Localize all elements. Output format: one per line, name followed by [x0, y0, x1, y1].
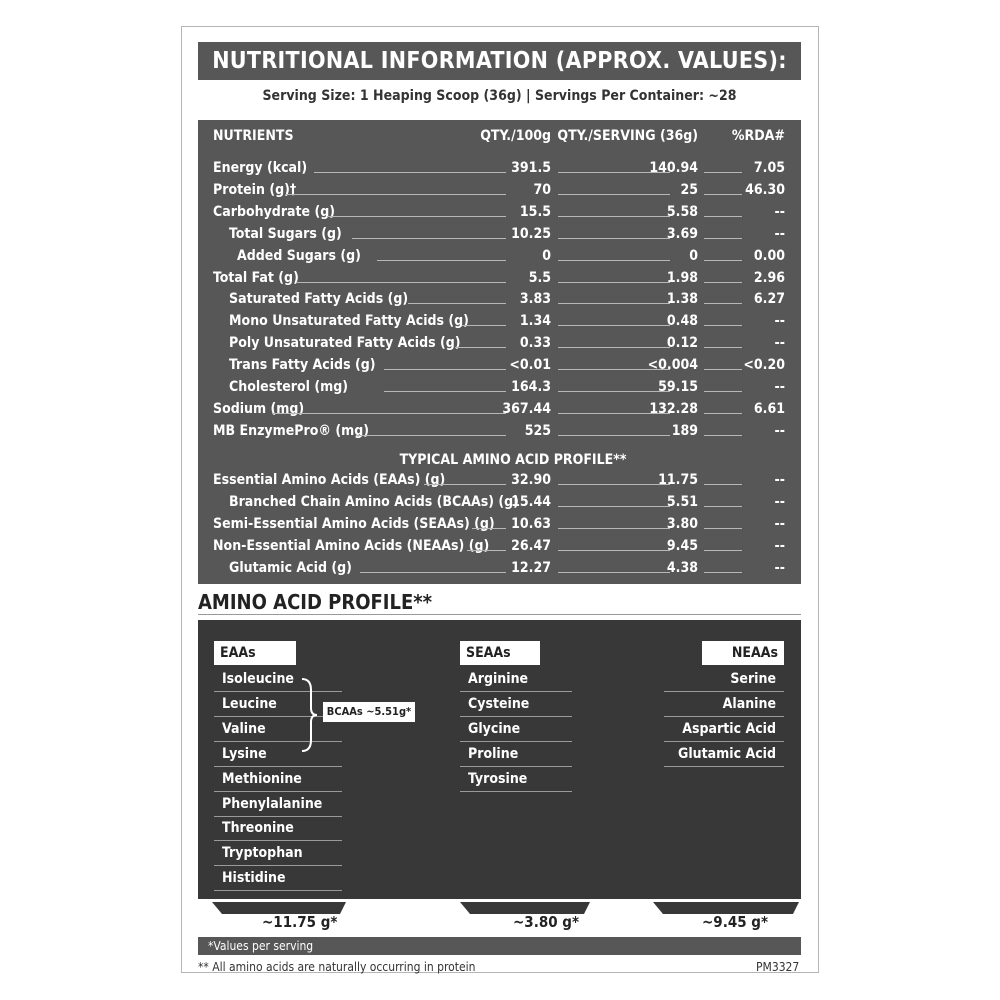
nutrient-name: Saturated Fatty Acids (g) — [229, 291, 409, 308]
leader-line — [467, 550, 506, 551]
leader-line — [704, 194, 742, 195]
table-row — [198, 469, 801, 491]
value-rda: 46.30 — [745, 181, 785, 198]
table-row — [198, 288, 801, 310]
table-row — [198, 513, 801, 535]
nutrient-name: Poly Unsaturated Fatty Acids (g) — [229, 335, 461, 352]
leader-line — [462, 325, 506, 326]
seaas-tag: SEAAs — [460, 641, 540, 665]
nutrient-name: Carbohydrate (g) — [213, 203, 336, 220]
leader-line — [424, 484, 506, 485]
value-per100: 15.5 — [519, 203, 551, 220]
nutrient-name: Mono Unsaturated Fatty Acids (g) — [229, 313, 469, 330]
nutrient-name: Energy (kcal) — [213, 160, 308, 176]
header-per-serving: QTY./SERVING (36g) — [557, 128, 698, 144]
leader-line — [558, 506, 670, 507]
value-per-serving: 140.94 — [649, 160, 698, 176]
amino-acid-item: Aspartic Acid — [664, 717, 784, 742]
leader-line — [377, 260, 506, 261]
table-row — [198, 354, 801, 376]
value-rda: -- — [774, 335, 785, 352]
value-per100: <0.01 — [509, 357, 551, 374]
leader-line — [704, 550, 742, 551]
leader-line — [558, 391, 670, 392]
table-row — [198, 223, 801, 245]
leader-line — [558, 282, 670, 283]
value-rda: -- — [774, 422, 785, 439]
value-per100: 5.5 — [528, 269, 551, 286]
amino-acid-item: Cysteine — [460, 692, 572, 717]
table-row — [198, 332, 801, 354]
table-row — [198, 310, 801, 332]
table-row — [198, 179, 801, 201]
table-header — [198, 125, 801, 147]
leader-line — [704, 325, 742, 326]
leader-line — [558, 260, 670, 261]
value-per100: 0 — [542, 247, 551, 264]
value-rda: -- — [774, 379, 785, 395]
amino-acid-item: Valine — [214, 717, 342, 742]
value-per-serving: 132.28 — [649, 400, 698, 417]
amino-acid-item: Methionine — [214, 767, 342, 792]
amino-acid-item: Alanine — [664, 692, 784, 717]
amino-acid-item: Lysine — [214, 742, 342, 767]
leader-line — [558, 303, 670, 304]
leader-line — [558, 238, 670, 239]
value-per100: 10.25 — [511, 225, 551, 242]
value-rda: -- — [774, 472, 785, 488]
value-per-serving: 5.51 — [666, 493, 698, 510]
leader-line — [704, 238, 742, 239]
amino-footnote: ** All amino acids are naturally occurring in protein — [198, 960, 476, 974]
eaas-total: ~11.75 g* — [262, 913, 338, 931]
value-rda: -- — [774, 515, 785, 532]
amino-subheading: TYPICAL AMINO ACID PROFILE** — [399, 452, 627, 468]
leader-line — [558, 194, 670, 195]
value-rda: -- — [774, 537, 785, 554]
value-per100: 26.47 — [511, 537, 551, 554]
amino-acid-item: Leucine — [214, 692, 342, 717]
value-rda: <0.20 — [743, 357, 785, 374]
value-rda: 6.61 — [753, 400, 785, 417]
value-per100: 391.5 — [511, 160, 551, 176]
value-per-serving: 9.45 — [666, 537, 698, 554]
value-per100: 15.44 — [511, 493, 551, 510]
amino-acid-item: Histidine — [214, 866, 342, 891]
value-per-serving: 4.38 — [666, 559, 698, 576]
leader-line — [704, 413, 742, 414]
nutrient-name: Glutamic Acid (g) — [229, 559, 352, 576]
leader-line — [558, 347, 670, 348]
value-per100: 525 — [524, 422, 551, 439]
value-rda: -- — [774, 559, 785, 576]
leader-line — [704, 484, 742, 485]
nutrition-table — [198, 120, 801, 584]
leader-line — [384, 391, 506, 392]
amino-profile-panel — [198, 620, 801, 899]
leader-line — [704, 172, 742, 173]
amino-acid-item: Tryptophan — [214, 841, 342, 866]
amino-acid-item: Proline — [460, 742, 572, 767]
leader-line — [356, 435, 506, 436]
table-row — [198, 557, 801, 579]
value-rda: 0.00 — [753, 247, 785, 264]
nutrition-title: NUTRITIONAL INFORMATION (APPROX. VALUES): — [198, 42, 801, 80]
section-divider — [198, 614, 801, 615]
leader-line — [558, 528, 670, 529]
leader-line — [314, 172, 506, 173]
totals-strip — [198, 899, 801, 939]
table-row — [198, 245, 801, 267]
value-per100: 32.90 — [511, 472, 551, 488]
nutrient-name: Non-Essential Amino Acids (NEAAs) (g) — [213, 537, 490, 554]
value-per-serving: 189 — [671, 422, 698, 439]
value-per100: 12.27 — [511, 559, 551, 576]
table-row — [198, 267, 801, 289]
value-per-serving: 3.69 — [666, 225, 698, 242]
leader-line — [327, 216, 506, 217]
value-rda: -- — [774, 493, 785, 510]
amino-acid-item: Isoleucine — [214, 667, 342, 692]
table-row — [198, 376, 801, 398]
amino-acid-item: Glycine — [460, 717, 572, 742]
value-rda: 7.05 — [753, 160, 785, 176]
header-rda: %RDA# — [731, 128, 785, 144]
leader-line — [286, 194, 506, 195]
amino-subheading-row — [198, 449, 801, 471]
value-rda: -- — [774, 203, 785, 220]
leader-line — [558, 572, 670, 573]
amino-acid-item: Glutamic Acid — [664, 742, 784, 767]
nutrient-name: Branched Chain Amino Acids (BCAAs) (g) — [229, 493, 519, 510]
value-per100: 1.34 — [519, 313, 551, 330]
leader-line — [558, 216, 670, 217]
value-per100: 10.63 — [511, 515, 551, 532]
leader-line — [704, 369, 742, 370]
leader-line — [384, 369, 506, 370]
leader-line — [704, 506, 742, 507]
value-per-serving: 59.15 — [658, 379, 698, 395]
leader-line — [352, 238, 506, 239]
leader-line — [297, 282, 506, 283]
eaas-tag: EAAs — [214, 641, 296, 665]
leader-line — [472, 528, 506, 529]
nutrient-name: Added Sugars (g) — [237, 247, 361, 264]
value-per100: 367.44 — [502, 400, 551, 417]
value-per100: 3.83 — [519, 291, 551, 308]
nutrient-name: Trans Fatty Acids (g) — [229, 357, 376, 374]
value-per-serving: 0.48 — [666, 313, 698, 330]
value-per-serving: 1.98 — [666, 269, 698, 286]
value-rda: 6.27 — [753, 291, 785, 308]
leader-line — [558, 550, 670, 551]
value-per-serving: 3.80 — [666, 515, 698, 532]
nutrient-name: Semi-Essential Amino Acids (SEAAs) (g) — [213, 515, 495, 532]
nutrient-name: Essential Amino Acids (EAAs) (g) — [213, 472, 446, 488]
value-per-serving: 1.38 — [666, 291, 698, 308]
table-row — [198, 157, 801, 179]
amino-acid-item: Threonine — [214, 816, 342, 841]
leader-line — [704, 216, 742, 217]
value-per-serving: <0.004 — [647, 357, 698, 374]
value-per-serving: 11.75 — [658, 472, 698, 488]
value-rda: -- — [774, 225, 785, 242]
amino-profile-title: AMINO ACID PROFILE** — [198, 590, 433, 614]
header-per100: QTY./100g — [480, 128, 551, 144]
nutrient-name: Total Fat (g) — [213, 269, 299, 286]
serving-info: Serving Size: 1 Heaping Scoop (36g) | Servings Per Container: ~28 — [262, 88, 737, 104]
seaas-total: ~3.80 g* — [513, 913, 580, 931]
leader-line — [704, 391, 742, 392]
leader-line — [360, 572, 506, 573]
nutrient-name: Cholesterol (mg) — [229, 379, 349, 395]
leader-line — [558, 435, 670, 436]
table-row — [198, 398, 801, 420]
value-per-serving: 5.58 — [666, 203, 698, 220]
value-per-serving: 25 — [680, 181, 698, 198]
value-rda: 2.96 — [753, 269, 785, 286]
leader-line — [408, 303, 506, 304]
nutrient-name: Protein (g)† — [213, 181, 297, 198]
amino-acid-item: Tyrosine — [460, 767, 572, 792]
value-rda: -- — [774, 313, 785, 330]
nutrient-name: Sodium (mg) — [213, 400, 305, 417]
leader-line — [704, 347, 742, 348]
values-per-serving-note: *Values per serving — [198, 937, 801, 955]
header-nutrients: NUTRIENTS — [213, 128, 294, 144]
leader-line — [704, 303, 742, 304]
table-row — [198, 491, 801, 513]
leader-line — [704, 260, 742, 261]
value-per-serving: 0.12 — [666, 335, 698, 352]
bcaa-note: BCAAs ~5.51g* — [323, 702, 415, 722]
amino-acid-item: Phenylalanine — [214, 792, 342, 817]
amino-acid-item: Serine — [664, 667, 784, 692]
leader-line — [455, 347, 506, 348]
table-row — [198, 535, 801, 557]
leader-line — [558, 325, 670, 326]
leader-line — [558, 484, 670, 485]
table-row — [198, 420, 801, 442]
neaas-total: ~9.45 g* — [702, 913, 769, 931]
value-per100: 0.33 — [519, 335, 551, 352]
value-per100: 164.3 — [511, 379, 551, 395]
nutrient-name: Total Sugars (g) — [229, 225, 342, 242]
leader-line — [704, 435, 742, 436]
leader-line — [704, 572, 742, 573]
leader-line — [704, 282, 742, 283]
nutrient-name: MB EnzymePro® (mg) — [213, 422, 370, 439]
table-row — [198, 201, 801, 223]
value-per100: 70 — [533, 181, 551, 198]
amino-acid-item: Arginine — [460, 667, 572, 692]
bcaa-brace-icon — [299, 678, 319, 752]
leader-line — [704, 528, 742, 529]
value-per-serving: 0 — [689, 247, 698, 264]
product-code: PM3327 — [756, 960, 800, 974]
leader-line — [272, 413, 506, 414]
neaas-tag: NEAAs — [702, 641, 784, 665]
